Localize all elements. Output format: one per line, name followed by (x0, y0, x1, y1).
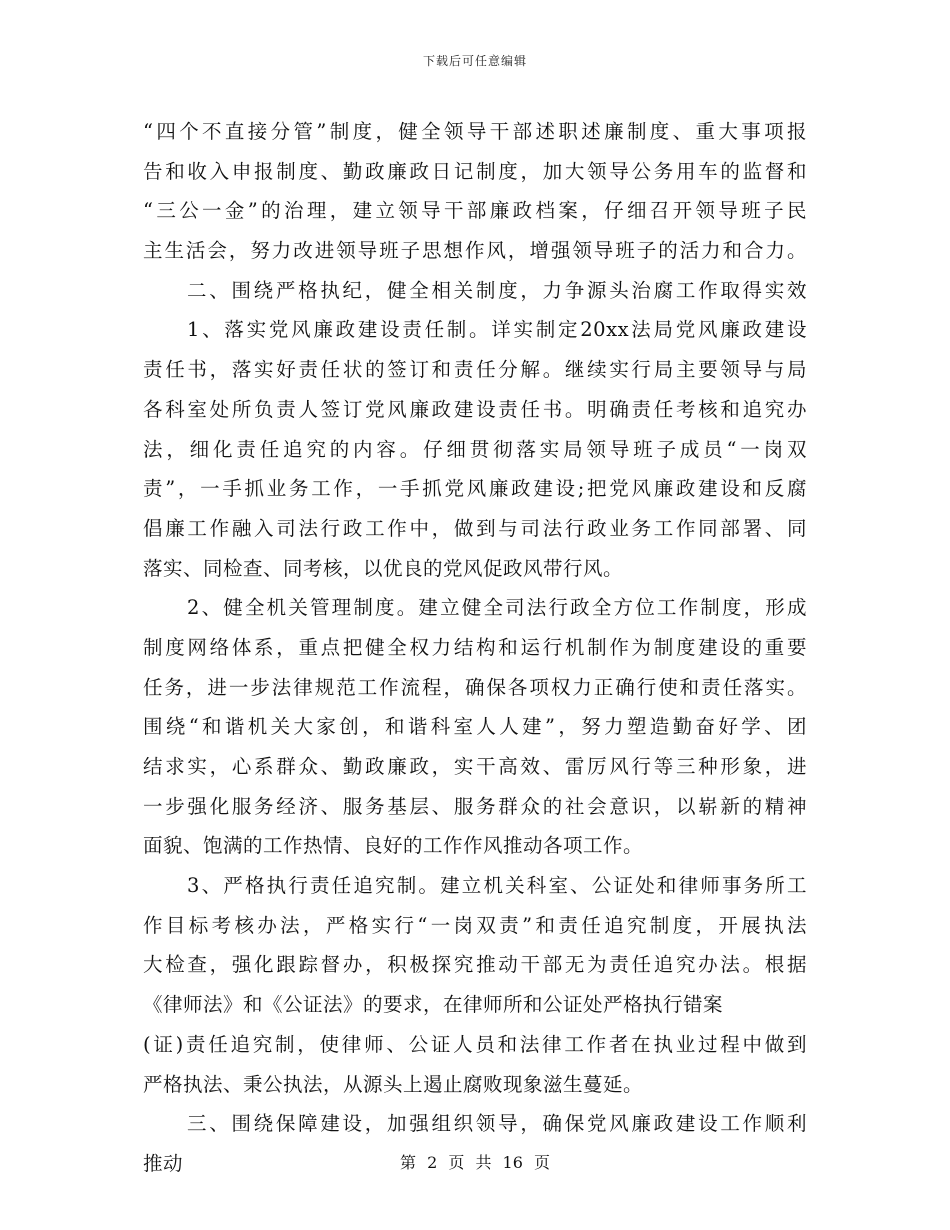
body-text-line: 2、健全机关管理制度。建立健全司法行政全方位工作制度，形成 (187, 596, 807, 620)
body-text-line: 面貌、饱满的工作热情、良好的工作作风推动各项工作。 (143, 834, 644, 858)
body-text-line: 落实、同检查、同考核，以优良的党风促政风带行风。 (143, 556, 624, 580)
body-text-line: 一步强化服务经济、服务基层、服务群众的社会意识，以崭新的精神 (143, 794, 807, 818)
body-text-line: 结求实，心系群众、勤政廉政，实干高效、雷厉风行等三种形象，进 (143, 755, 807, 778)
body-text-line: 告和收入申报制度、勤政廉政日记制度，加大领导公务用车的监督和 (143, 159, 807, 183)
body-text-line: (证)责任追究制，使律师、公证人员和法律工作者在执业过程中做到 (143, 1032, 807, 1056)
body-text-line: 制度网络体系，重点把健全权力结构和运行机制作为制度建设的重要 (143, 635, 807, 659)
body-text-line: 围绕“和谐机关大家创，和谐科室人人建”，努力塑造勤奋好学、团 (143, 715, 807, 739)
body-text-line: 推动 (143, 1151, 184, 1175)
page-number-footer: 第 2 页 共 16 页 (400, 1153, 550, 1172)
body-text-line: 大检查，强化跟踪督办，积极探究推动干部无为责任追究办法。根据 (143, 953, 807, 977)
body-text-line: 作目标考核办法，严格实行“一岗双责”和责任追究制度，开展执法 (143, 913, 807, 937)
body-text-line: 主生活会，努力改进领导班子思想作风，增强领导班子的活力和合力。 (143, 239, 807, 263)
body-text-line: 《律师法》和《公证法》的要求，在律师所和公证处严格执行错案 (143, 993, 724, 1017)
body-text-line: “三公一金”的治理，建立领导干部廉政档案，仔细召开领导班子民 (143, 199, 807, 223)
body-text-line: 1、落实党风廉政建设责任制。详实制定20xx法局党风廉政建设 (187, 318, 807, 342)
body-text-line: “四个不直接分管”制度，健全领导干部述职述廉制度、重大事项报 (143, 120, 807, 143)
body-text-line: 责”，一手抓业务工作，一手抓党风廉政建设;把党风廉政建设和反腐 (143, 477, 807, 501)
body-text-line: 二、围绕严格执纪，健全相关制度，力争源头治腐工作取得实效 (187, 278, 807, 302)
body-text-line: 三、围绕保障建设，加强组织领导，确保党风廉政建设工作顺利 (187, 1112, 807, 1136)
body-text-line: 责任书，落实好责任状的签订和责任分解。继续实行局主要领导与局 (143, 358, 807, 382)
body-text-line: 法，细化责任追究的内容。仔细贯彻落实局领导班子成员“一岗双 (143, 437, 807, 461)
body-text-line: 倡廉工作融入司法行政工作中，做到与司法行政业务工作同部署、同 (143, 516, 807, 540)
body-text-line: 任务，进一步法律规范工作流程，确保各项权力正确行使和责任落实。 (143, 675, 807, 699)
body-text-line: 3、严格执行责任追究制。建立机关科室、公证处和律师事务所工 (187, 874, 807, 898)
document-body (143, 112, 807, 1184)
page-header: 下载后可任意编辑 (422, 54, 527, 68)
body-text-line: 严格执法、秉公执法，从源头上遏止腐败现象滋生蔓延。 (143, 1072, 644, 1096)
body-text-line: 各科室处所负责人签订党风廉政建设责任书。明确责任考核和追究办 (143, 397, 807, 421)
